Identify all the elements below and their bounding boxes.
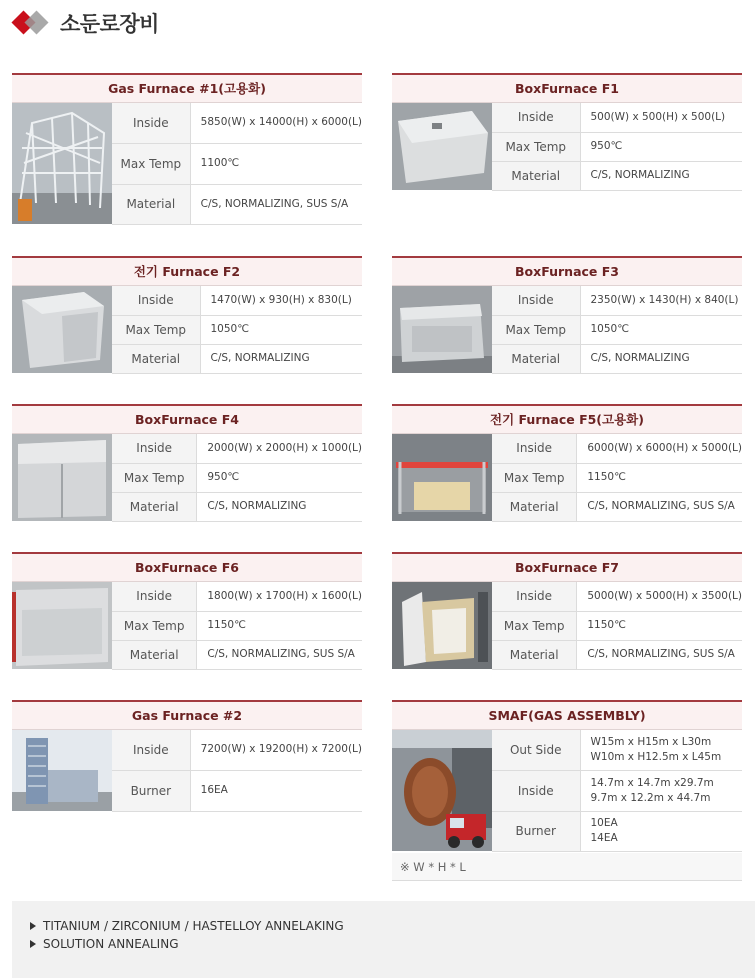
spec-value: 500(W) x 500(H) x 500(L) (590, 110, 726, 123)
triangle-bullet-icon (30, 922, 36, 930)
card-title: 전기 Furnace F2 (12, 256, 362, 286)
spec-label: Material (112, 184, 190, 224)
card-title: BoxFurnace F7 (392, 552, 742, 582)
spec-value: 1050℃ (590, 323, 630, 335)
spec-label: Max Temp (112, 611, 197, 640)
footer-item: TITANIUM / ZIRCONIUM / HASTELLOY ANNELAKING (30, 917, 755, 935)
card-title: Gas Furnace #2 (12, 700, 362, 730)
card-gas-furnace-1 (12, 73, 362, 224)
page-header (12, 6, 159, 40)
footer-notes (12, 901, 755, 978)
dimension-note: ※ W * H * L (392, 853, 742, 881)
spec-label: Burner (112, 770, 190, 811)
spec-label: Material (492, 640, 577, 669)
spec-value: 1470(W) x 930(H) x 830(L) (210, 293, 352, 306)
spec-value: 1050℃ (210, 323, 250, 335)
furnace-photo (12, 434, 112, 521)
spec-value: 1150℃ (587, 619, 626, 631)
spec-label: Inside (492, 434, 577, 463)
spec-value: 1800(W) x 1700(H) x 1600(L) (207, 589, 362, 602)
card-title: BoxFurnace F1 (392, 73, 742, 103)
triangle-bullet-icon (30, 940, 36, 948)
spec-value: 1100℃ (200, 157, 240, 169)
furnace-photo (12, 730, 112, 811)
spec-table (112, 434, 362, 522)
spec-label: Max Temp (492, 132, 580, 161)
card-boxfurnace-f1 (392, 73, 742, 190)
furnace-photo (12, 103, 112, 224)
spec-label: Material (492, 344, 580, 373)
spec-label: Material (492, 161, 580, 190)
spec-value: C/S, NORMALIZING (590, 352, 690, 364)
card-electric-furnace-f5 (392, 404, 742, 521)
spec-value: 950℃ (590, 140, 623, 152)
spec-label: Inside (112, 103, 190, 143)
footer-item: SOLUTION ANNEALING (30, 935, 755, 953)
spec-value: 5000(W) x 5000(H) x 3500(L) (587, 589, 742, 602)
spec-value: 1150℃ (587, 471, 626, 483)
card-title: 전기 Furnace F5(고용화) (392, 404, 742, 434)
spec-label: Max Temp (112, 143, 190, 184)
spec-table (112, 730, 362, 812)
card-gas-furnace-2 (12, 700, 362, 811)
card-title: BoxFurnace F3 (392, 256, 742, 286)
spec-table (492, 434, 742, 522)
spec-label: Material (112, 492, 197, 521)
spec-label: Max Temp (112, 315, 200, 344)
spec-label: Max Temp (112, 463, 197, 492)
spec-table (492, 582, 742, 670)
spec-value: 14.7m x 14.7m x29.7m 9.7m x 12.2m x 44.7m (590, 776, 714, 804)
spec-label: Max Temp (492, 463, 577, 492)
spec-value: C/S, NORMALIZING, SUS S/A (200, 197, 349, 210)
spec-label: Inside (492, 582, 577, 611)
spec-label: Inside (492, 286, 580, 315)
spec-value: 2000(W) x 2000(H) x 1000(L) (207, 441, 362, 454)
furnace-photo (392, 582, 492, 669)
spec-label: Out Side (492, 730, 580, 770)
card-electric-furnace-f2 (12, 256, 362, 373)
spec-label: Inside (112, 582, 197, 611)
spec-label: Material (112, 640, 197, 669)
spec-label: Inside (112, 730, 190, 770)
card-boxfurnace-f3 (392, 256, 742, 373)
card-boxfurnace-f7 (392, 552, 742, 669)
spec-table (492, 103, 742, 191)
spec-value: 16EA (200, 784, 228, 796)
spec-value: 10EA 14EA (590, 817, 618, 844)
spec-value: 6000(W) x 6000(H) x 5000(L) (587, 441, 742, 454)
spec-label: Inside (112, 434, 197, 463)
spec-label: Material (112, 344, 200, 373)
furnace-photo (392, 103, 492, 190)
page-title: 소둔로장비 (60, 12, 159, 36)
spec-label: Inside (492, 103, 580, 132)
spec-value: C/S, NORMALIZING (210, 352, 310, 364)
card-smaf-gas-assembly (392, 700, 742, 851)
spec-label: Material (492, 492, 577, 521)
spec-value: 7200(W) x 19200(H) x 7200(L) (200, 743, 362, 756)
furnace-photo (12, 582, 112, 669)
spec-table (112, 286, 362, 374)
spec-value: C/S, NORMALIZING, SUS S/A (587, 500, 735, 512)
card-title: SMAF(GAS ASSEMBLY) (392, 700, 742, 730)
spec-table (112, 103, 362, 225)
spec-label: Inside (112, 286, 200, 315)
spec-table (492, 286, 742, 374)
furnace-photo (392, 286, 492, 373)
spec-label: Inside (492, 770, 580, 811)
spec-value: 950℃ (207, 471, 240, 483)
spec-value: 2350(W) x 1430(H) x 840(L) (590, 293, 739, 306)
card-title: Gas Furnace #1(고용화) (12, 73, 362, 103)
spec-value: 5850(W) x 14000(H) x 6000(L) (200, 116, 362, 129)
spec-label: Max Temp (492, 315, 580, 344)
card-boxfurnace-f6 (12, 552, 362, 669)
spec-label: Max Temp (492, 611, 577, 640)
diamond-logo-icon (12, 8, 52, 38)
card-title: BoxFurnace F6 (12, 552, 362, 582)
spec-value: C/S, NORMALIZING (207, 500, 307, 512)
furnace-photo (392, 730, 492, 851)
spec-label: Burner (492, 811, 580, 851)
spec-table (492, 730, 742, 852)
furnace-photo (12, 286, 112, 373)
spec-value: C/S, NORMALIZING (590, 169, 690, 181)
card-title: BoxFurnace F4 (12, 404, 362, 434)
spec-value: W15m x H15m x L30m W10m x H12.5m x L45m (590, 735, 722, 763)
spec-table (112, 582, 362, 670)
card-boxfurnace-f4 (12, 404, 362, 521)
furnace-photo (392, 434, 492, 521)
spec-value: C/S, NORMALIZING, SUS S/A (207, 648, 355, 660)
spec-value: C/S, NORMALIZING, SUS S/A (587, 648, 735, 660)
spec-value: 1150℃ (207, 619, 246, 631)
